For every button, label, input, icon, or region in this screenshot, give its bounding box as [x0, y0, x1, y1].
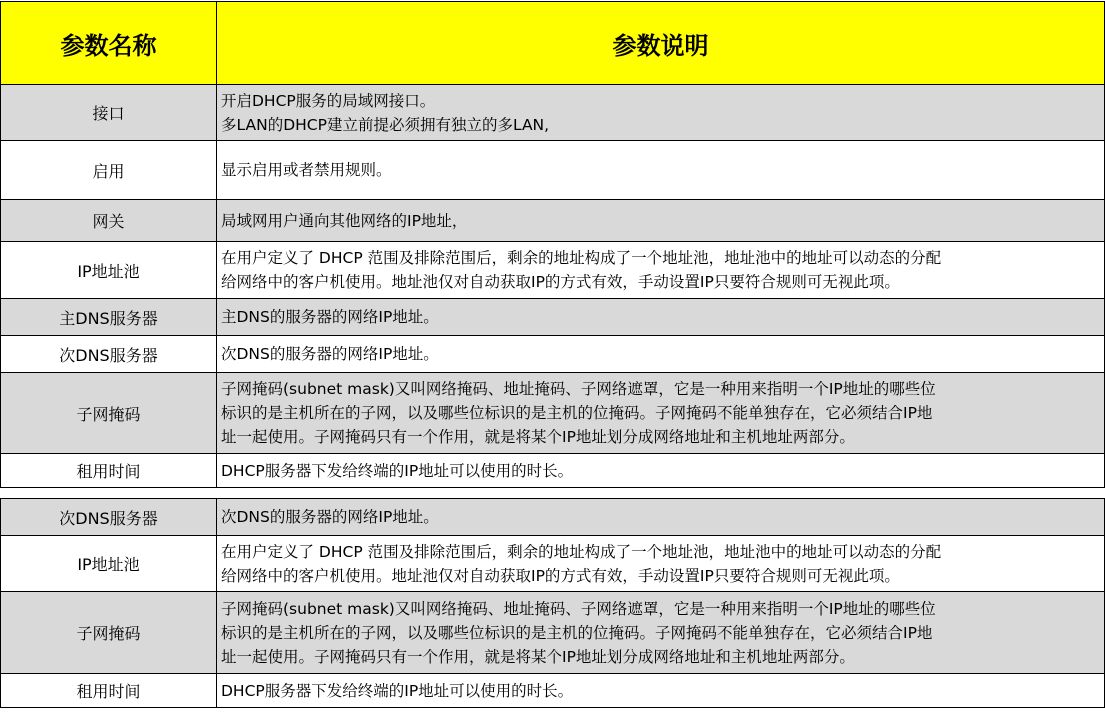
- param-desc-cell: [217, 200, 1105, 242]
- param-desc-cell: [217, 242, 1105, 299]
- table-row: [1, 299, 1105, 336]
- table-row: [1, 200, 1105, 242]
- desc-line: 局域网用户通向其他网络的IP地址，: [221, 211, 468, 230]
- desc-line: 标识的是主机所在的子网，以及哪些位标识的是主机的位掩码。子网掩码不能单独存在，它必须结合IP地: [221, 623, 933, 642]
- desc-line: 在用户定义了 DHCP 范围及排除范围后，剩余的地址构成了一个地址池，地址池中的地址可以动态的分配: [221, 249, 942, 267]
- table-row: [1, 454, 1105, 488]
- param-name-cell: 次DNS服务器: [1, 336, 217, 373]
- param-name-cell: 租用时间: [1, 454, 217, 488]
- param-desc-cell: [217, 499, 1105, 536]
- param-name-cell: 接口: [1, 85, 217, 141]
- desc-line: 给网络中的客户机使用。地址池仅对自动获取IP的方式有效，手动设置IP只要符合规则可无视此项。: [221, 566, 900, 585]
- param-name-cell: 启用: [1, 141, 217, 200]
- header-param-name: 参数名称: [1, 2, 217, 85]
- desc-line: 显示启用或者禁用规则。: [221, 161, 392, 179]
- desc-line: 子网掩码(subnet mask)又叫网络掩码、地址掩码、子网络遮罩，它是一种用来指明一个IP地址的哪些位: [221, 380, 936, 398]
- desc-line: DHCP服务器下发给终端的IP地址可以使用的时长。: [221, 461, 574, 480]
- desc-line: DHCP服务器下发给终端的IP地址可以使用的时长。: [221, 681, 574, 700]
- param-desc-cell: [217, 674, 1105, 708]
- param-desc-cell: [217, 536, 1105, 592]
- table-row: [1, 85, 1105, 141]
- param-desc-cell: [217, 141, 1105, 200]
- param-desc-cell: [217, 373, 1105, 454]
- param-desc-cell: [217, 592, 1105, 674]
- table-row: [1, 674, 1105, 708]
- param-desc-cell: [217, 299, 1105, 336]
- param-name-cell: 主DNS服务器: [1, 299, 217, 336]
- desc-line: 标识的是主机所在的子网，以及哪些位标识的是主机的位掩码。子网掩码不能单独存在，它必须结合IP地: [221, 404, 933, 422]
- parameter-table: [0, 1, 1105, 488]
- table-row: [1, 336, 1105, 373]
- table-row: [1, 536, 1105, 592]
- param-name-cell: IP地址池: [1, 242, 217, 299]
- table-row: [1, 373, 1105, 454]
- table-row: [1, 592, 1105, 674]
- param-name-cell: 子网掩码: [1, 373, 217, 454]
- param-desc-cell: [217, 85, 1105, 141]
- param-desc-cell: [217, 454, 1105, 488]
- desc-line: 址一起使用。子网掩码只有一个作用，就是将某个IP地址划分成网络地址和主机地址两部分。: [221, 428, 855, 446]
- parameter-table-continued: [0, 498, 1105, 708]
- desc-line: 多LAN的DHCP建立前提必须拥有独立的多LAN,: [221, 115, 550, 134]
- param-name-cell: 网关: [1, 200, 217, 242]
- desc-line: 给网络中的客户机使用。地址池仅对自动获取IP的方式有效，手动设置IP只要符合规则可无视此项。: [221, 273, 900, 291]
- desc-line: 址一起使用。子网掩码只有一个作用，就是将某个IP地址划分成网络地址和主机地址两部分。: [221, 647, 855, 666]
- table-row: [1, 499, 1105, 536]
- desc-line: 子网掩码(subnet mask)又叫网络掩码、地址掩码、子网络遮罩，它是一种用来指明一个IP地址的哪些位: [221, 599, 936, 618]
- param-name-cell: 租用时间: [1, 674, 217, 708]
- table-row: [1, 242, 1105, 299]
- param-name-cell: 子网掩码: [1, 592, 217, 674]
- param-name-cell: 次DNS服务器: [1, 499, 217, 536]
- header-param-desc: 参数说明: [217, 2, 1105, 85]
- desc-line: 开启DHCP服务的局域网接口。: [221, 91, 436, 110]
- desc-line: 主DNS的服务器的网络IP地址。: [221, 308, 439, 326]
- table-row: [1, 141, 1105, 200]
- param-desc-cell: [217, 336, 1105, 373]
- desc-line: 次DNS的服务器的网络IP地址。: [221, 345, 439, 363]
- desc-line: 次DNS的服务器的网络IP地址。: [221, 508, 439, 526]
- table-header-row: [1, 2, 1105, 85]
- param-name-cell: IP地址池: [1, 536, 217, 592]
- desc-line: 在用户定义了 DHCP 范围及排除范围后，剩余的地址构成了一个地址池，地址池中的地址可以动态的分配: [221, 542, 942, 561]
